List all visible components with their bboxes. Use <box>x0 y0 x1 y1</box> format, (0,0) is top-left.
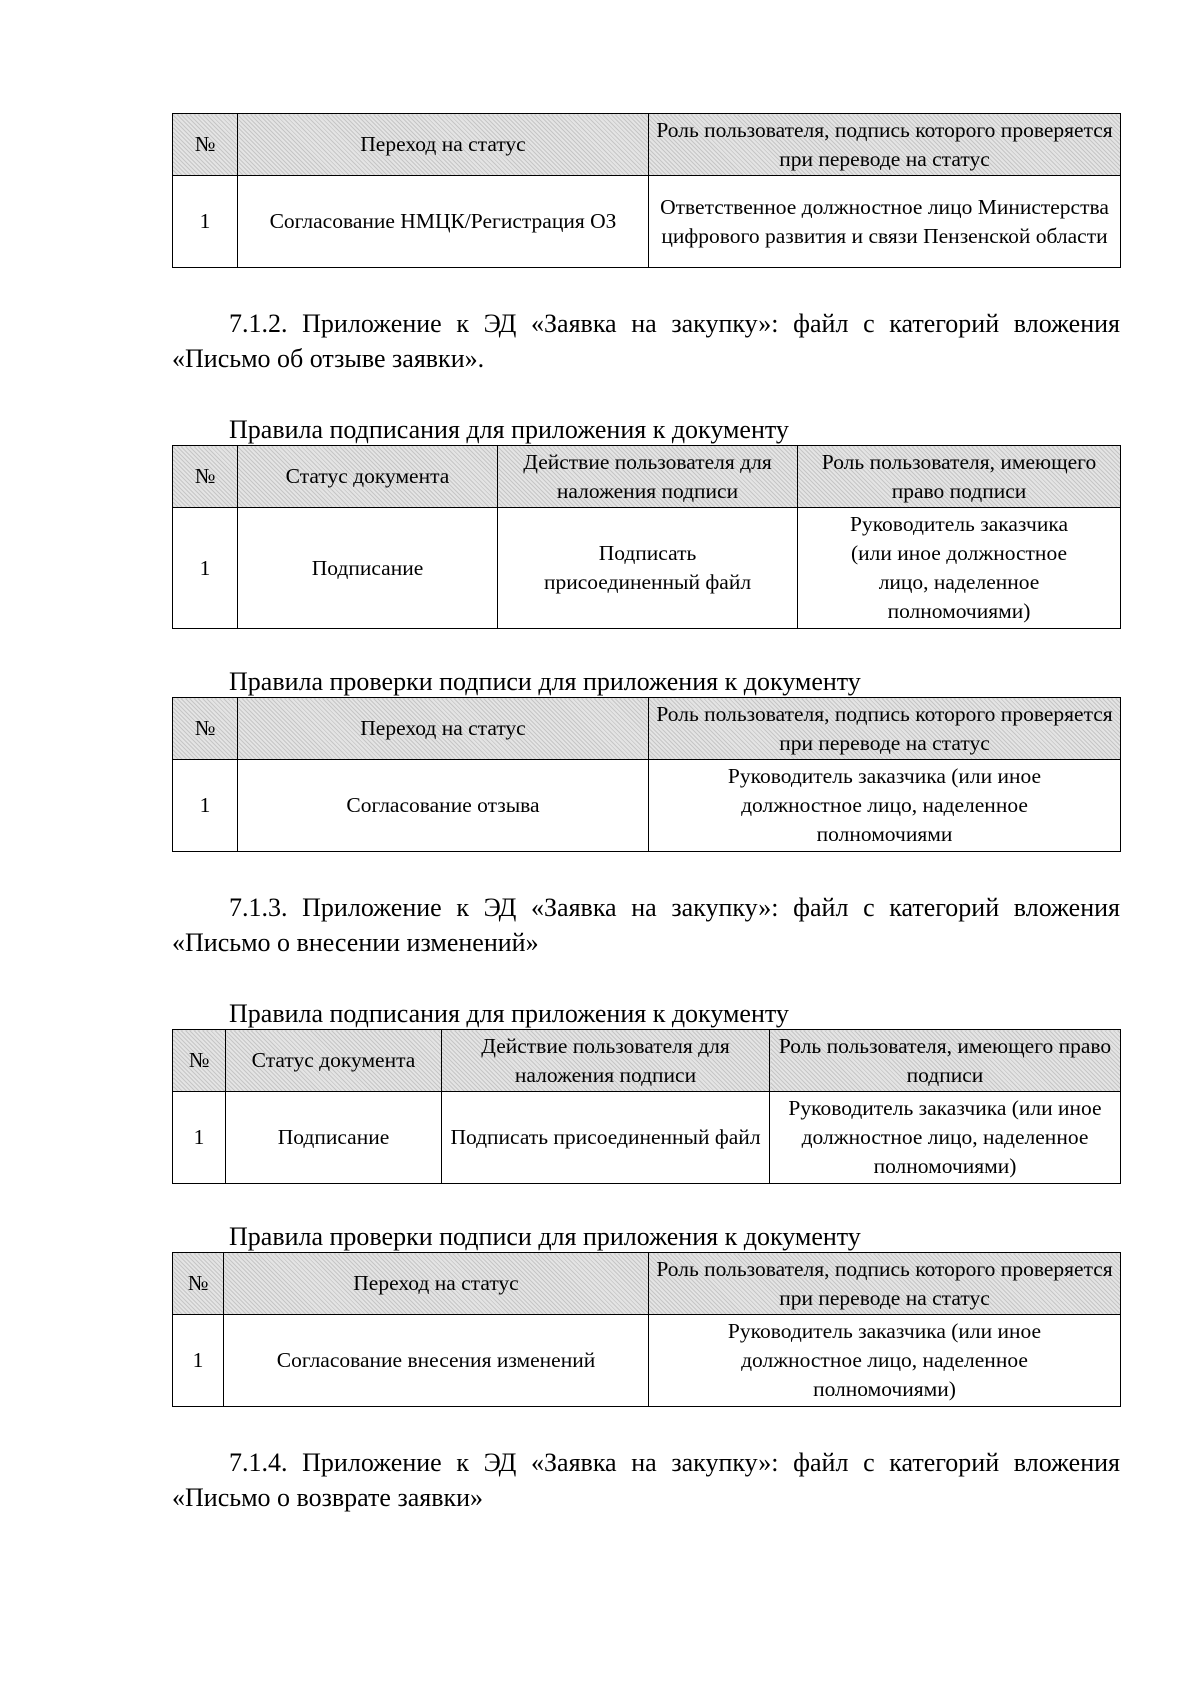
table-row <box>173 760 1121 852</box>
cell-number: 1 <box>173 1092 226 1184</box>
cell-user-action: Подписать присоединенный файл <box>498 508 798 629</box>
header-document-status: Статус документа <box>238 446 498 508</box>
cell-number: 1 <box>173 508 238 629</box>
header-signer-role: Роль пользователя, имеющего право подписи <box>798 446 1121 508</box>
table-row <box>173 1315 1121 1407</box>
header-document-status: Статус документа <box>226 1030 442 1092</box>
cell-number: 1 <box>173 176 238 268</box>
table-row <box>173 1092 1121 1184</box>
cell-status-transition: Согласование НМЦК/Регистрация ОЗ <box>238 176 649 268</box>
verify-table-1 <box>172 113 1121 268</box>
section-713-verify-table <box>172 1252 1121 1407</box>
header-number: № <box>173 1030 226 1092</box>
section-712-verify-caption: Правила проверки подписи для приложения к документу <box>229 667 861 696</box>
cell-verified-role: Ответственное должностное лицо Министерства цифрового развития и связи Пензенской области <box>649 176 1121 268</box>
cell-document-status: Подписание <box>226 1092 442 1184</box>
section-713-heading: 7.1.3. Приложение к ЭД «Заявка на закупку»: файл с категорий вложения «Письмо о внесении изменений» <box>172 893 1120 957</box>
section-712-sign-table <box>172 445 1121 629</box>
section-713-verify-caption: Правила проверки подписи для приложения к документу <box>229 1222 861 1251</box>
header-status-transition: Переход на статус <box>238 698 649 760</box>
cell-signer-role: Руководитель заказчика (или иное должностное лицо, наделенное полномочиями) <box>798 508 1121 629</box>
cell-status-transition: Согласование внесения изменений <box>224 1315 649 1407</box>
header-number: № <box>173 1253 224 1315</box>
section-714-heading: 7.1.4. Приложение к ЭД «Заявка на закупку»: файл с категорий вложения «Письмо о возврате заявки» <box>172 1448 1120 1512</box>
header-signer-role: Роль пользователя, имеющего право подписи <box>770 1030 1121 1092</box>
header-user-action: Действие пользователя для наложения подписи <box>442 1030 770 1092</box>
section-712-heading: 7.1.2. Приложение к ЭД «Заявка на закупку»: файл с категорий вложения «Письмо об отзыве заявки». <box>172 309 1120 373</box>
header-number: № <box>173 698 238 760</box>
table-row <box>173 176 1121 268</box>
table-row <box>173 508 1121 629</box>
header-verified-role: Роль пользователя, подпись которого проверяется при переводе на статус <box>649 114 1121 176</box>
header-verified-role: Роль пользователя, подпись которого проверяется при переводе на статус <box>649 1253 1121 1315</box>
header-status-transition: Переход на статус <box>224 1253 649 1315</box>
section-712-sign-caption: Правила подписания для приложения к документу <box>229 415 789 444</box>
cell-number: 1 <box>173 760 238 852</box>
section-713-sign-table <box>172 1029 1121 1184</box>
header-user-action: Действие пользователя для наложения подписи <box>498 446 798 508</box>
table-header-row <box>173 1030 1121 1092</box>
cell-number: 1 <box>173 1315 224 1407</box>
header-verified-role: Роль пользователя, подпись которого проверяется при переводе на статус <box>649 698 1121 760</box>
header-number: № <box>173 114 238 176</box>
header-number: № <box>173 446 238 508</box>
table-header-row <box>173 698 1121 760</box>
table-header-row <box>173 446 1121 508</box>
cell-status-transition: Согласование отзыва <box>238 760 649 852</box>
table-header-row <box>173 114 1121 176</box>
cell-document-status: Подписание <box>238 508 498 629</box>
header-status-transition: Переход на статус <box>238 114 649 176</box>
document-page <box>172 113 1120 1515</box>
cell-verified-role: Руководитель заказчика (или иное должностное лицо, наделенное полномочиями <box>649 760 1121 852</box>
table-header-row <box>173 1253 1121 1315</box>
cell-signer-role: Руководитель заказчика (или иное должностное лицо, наделенное полномочиями) <box>770 1092 1121 1184</box>
cell-verified-role: Руководитель заказчика (или иное должностное лицо, наделенное полномочиями) <box>649 1315 1121 1407</box>
cell-user-action: Подписать присоединенный файл <box>442 1092 770 1184</box>
section-713-sign-caption: Правила подписания для приложения к документу <box>229 999 789 1028</box>
section-712-verify-table <box>172 697 1121 852</box>
